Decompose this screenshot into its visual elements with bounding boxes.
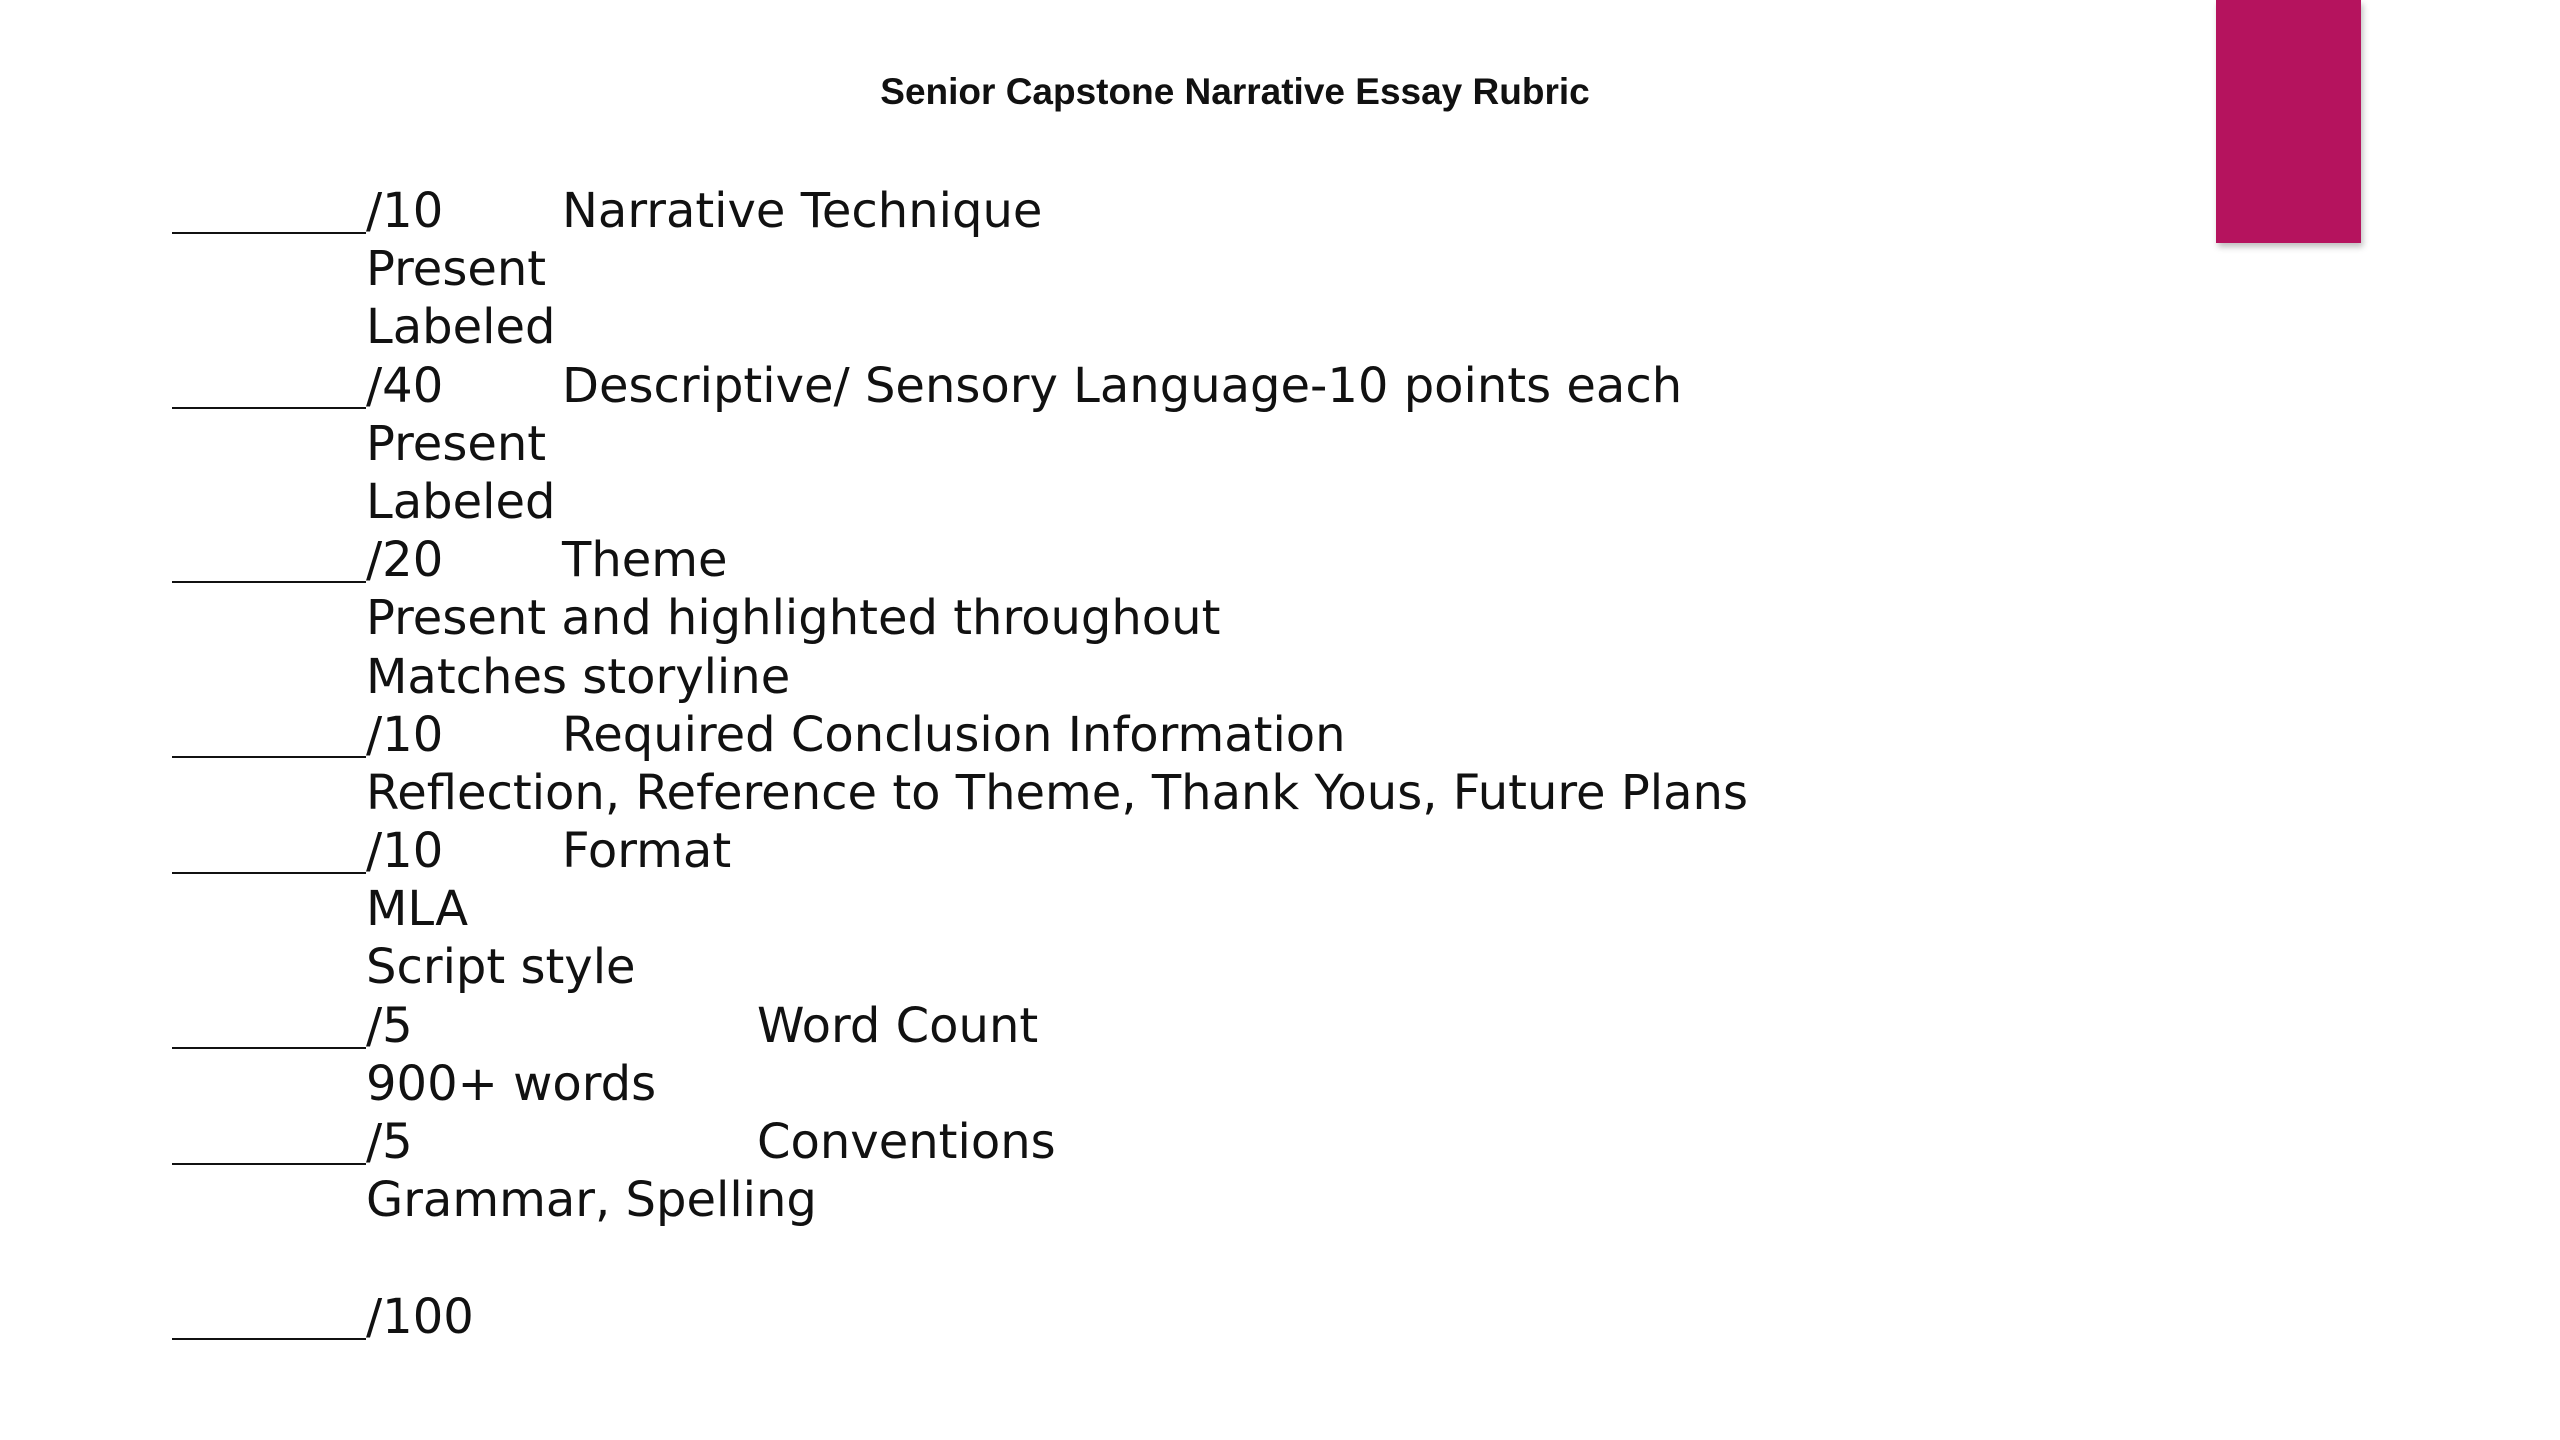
score-blank [172,351,366,409]
category-label: Narrative Technique [562,183,1043,239]
criterion-text: Labeled [366,473,556,530]
max-score: /5 [366,1114,413,1170]
max-score: /40 [366,357,444,414]
criterion-text: Present and highlighted throughout [366,590,1221,647]
criterion-text: Present [366,415,547,472]
criterion-text: MLA [366,881,469,938]
score-blank [172,176,366,234]
criterion-text: Present [366,241,547,298]
max-score: /5 [366,997,413,1054]
category-label: Required Conclusion Information [562,706,1346,763]
total-score: /100 [366,1288,474,1345]
score-blank [172,1107,366,1165]
category-label: Format [562,823,732,880]
criterion-text: 900+ words [366,1055,657,1112]
score-blank [172,700,366,758]
document-title: Senior Capstone Narrative Essay Rubric [880,71,1590,112]
score-blank [172,991,366,1049]
max-score: /10 [366,706,444,763]
score-blank [172,525,366,583]
category-label: Descriptive/ Sensory Language-10 points each [562,357,1683,414]
score-blank [172,1282,366,1340]
score-blank [172,816,366,874]
criterion-text: Script style [366,939,636,996]
criterion-text: Grammar, Spelling [366,1172,817,1229]
max-score: /20 [366,532,444,589]
max-score: /10 [366,183,444,239]
category-label: Conventions [757,1114,1056,1170]
category-label: Word Count [757,997,1039,1054]
criterion-text: Labeled [366,299,556,356]
criterion-text: Matches storyline [366,648,791,705]
category-label: Theme [562,532,728,589]
accent-bar [2216,0,2361,243]
max-score: /10 [366,823,444,880]
criterion-text: Reflection, Reference to Theme, Thank Yous, Future Plans [366,764,1748,821]
